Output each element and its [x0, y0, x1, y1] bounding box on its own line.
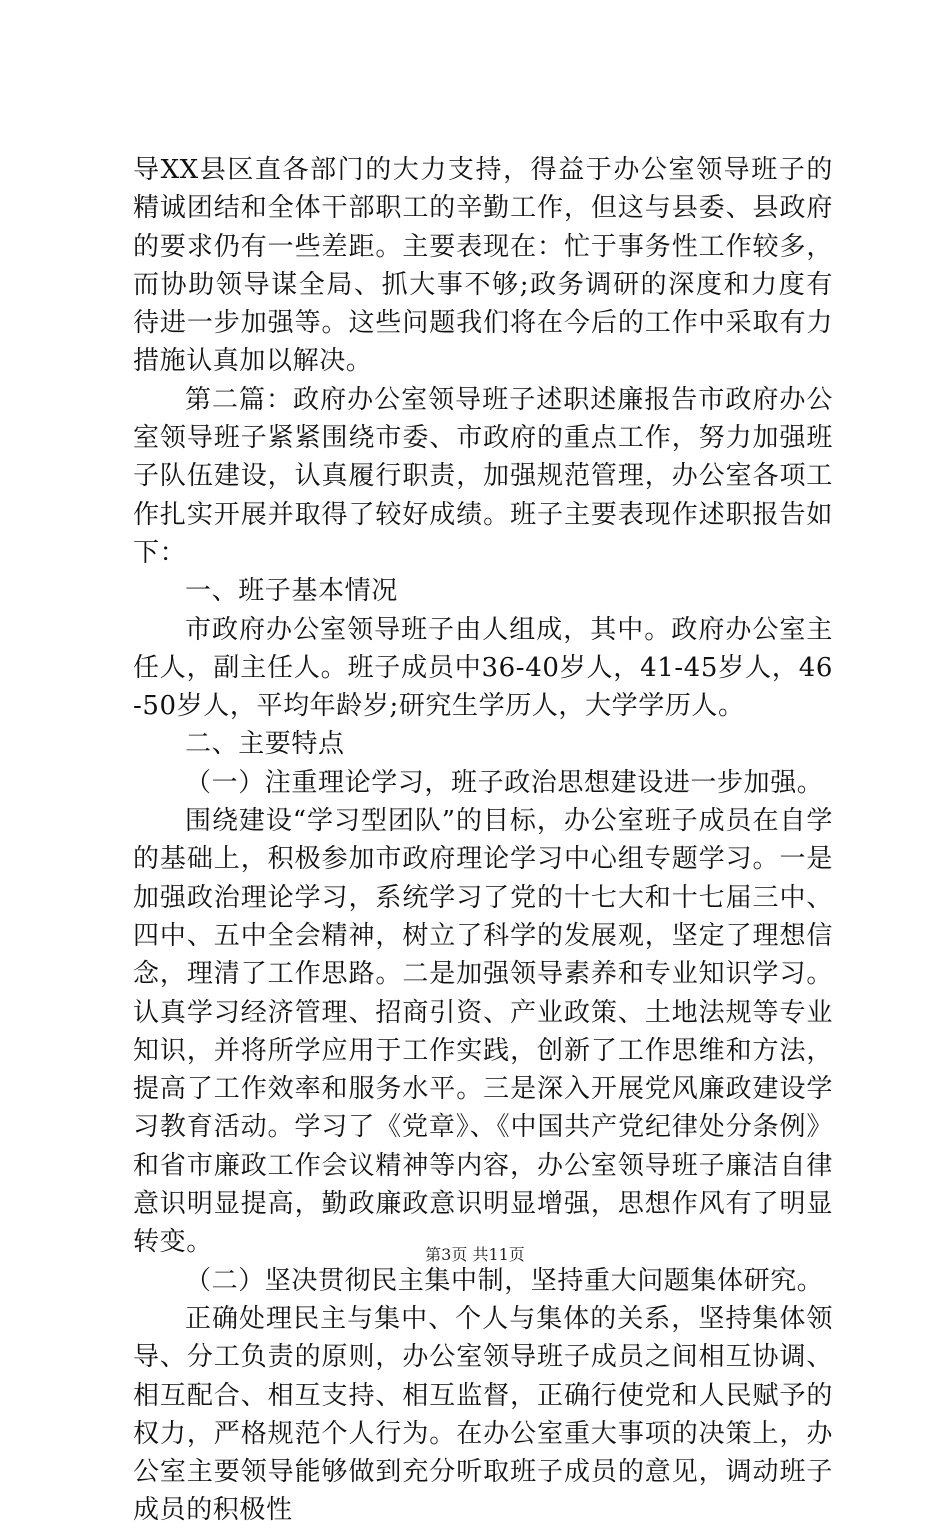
paragraph-2: 第二篇：政府办公室领导班子述职述廉报告市政府办公室领导班子紧紧围绕市委、市政府的重点工作，努力加强班子队伍建设，认真履行职责，加强规范管理，办公室各项工作扎实开展并取得了较好成绩。班子主要表现作述职报告如下： [133, 384, 833, 568]
paragraph-3: 市政府办公室领导班子由人组成，其中。政府办公室主任人，副主任人。班子成员中36-40岁人，41-45岁人，46-50岁人，平均年龄岁;研究生学历人，大学学历人。 [133, 614, 833, 722]
page-footer: 第3页 共11页 [425, 1245, 525, 1264]
paragraph-1: 导XX县区直各部门的大力支持，得益于办公室领导班子的精诚团结和全体干部职工的辛勤工作，但这与县委、县政府的要求仍有一些差距。主要表现在：忙于事务性工作较多，而协助领导谋全局、抓大事不够;政务调研的深度和力度有待进一步加强等。这些问题我们将在今后的工作中采取有力措施认真加以解决。 [133, 155, 833, 377]
document-body [133, 151, 833, 1530]
section-heading-2: 二、主要特点 [185, 729, 345, 760]
subheading-1: （一）注重理论学习，班子政治思想建设进一步加强。 [185, 767, 824, 798]
paragraph-5: 正确处理民主与集中、个人与集体的关系，坚持集体领导、分工负责的原则，办公室领导班子成员之间相互协调、相互配合、相互支持、相互监督，正确行使党和人民赋予的权力，严格规范个人行为。在办公室重大事项的决策上，办公室主要领导能够做到充分听取班子成员的意见，调动班子成员的积极性 [133, 1303, 833, 1526]
paragraph-4: 围绕建设“学习型团队”的目标，办公室班子成员在自学的基础上，积极参加市政府理论学习中心组专题学习。一是加强政治理论学习，系统学习了党的十七大和十七届三中、四中、五中全会精神，树立了科学的发展观，坚定了理想信念，理清了工作思路。二是加强领导素养和专业知识学习。认真学习经济管理、招商引资、产业政策、土地法规等专业知识，并将所学应用于工作实践，创新了工作思维和方法，提高了工作效率和服务水平。三是深入开展党风廉政建设学习教育活动。学习了《党章》、《中国共产党纪律处分条例》和省市廉政工作会议精神等内容，办公室领导班子廉洁自律意识明显提高，勤政廉政意识明显增强，思想作风有了明显转变。 [133, 806, 833, 1258]
subheading-2: （二）坚决贯彻民主集中制，坚持重大问题集体研究。 [185, 1265, 824, 1296]
section-heading-1: 一、班子基本情况 [185, 576, 398, 607]
